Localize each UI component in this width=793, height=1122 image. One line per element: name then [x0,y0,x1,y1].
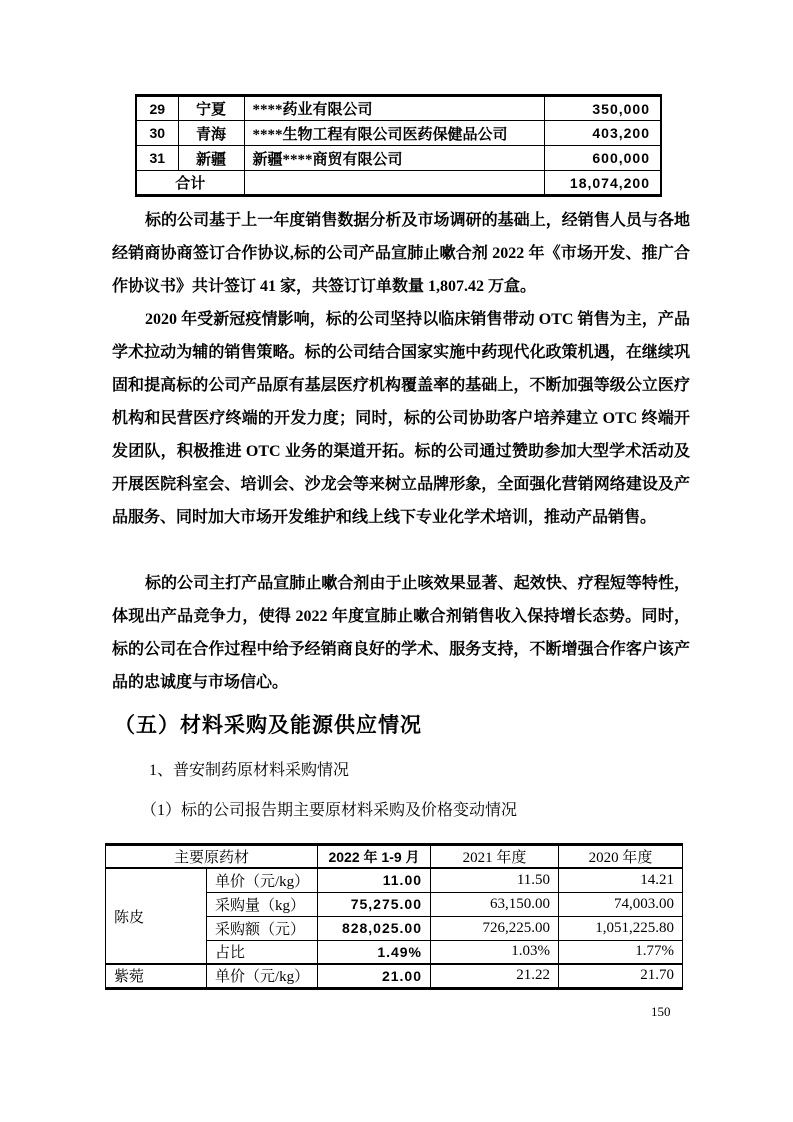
metric-cell: 单价（元/kg） [207,868,318,892]
header-material: 主要原药材 [106,845,318,869]
empty-cell [244,171,544,196]
table-row [136,121,661,146]
materials-header-row [106,845,683,869]
value-2022: 11.00 [318,868,431,892]
value-2022: 828,025.00 [318,916,431,940]
total-row [136,171,661,196]
materials-table [105,843,683,990]
region-cell: 青海 [178,121,244,146]
value-2022: 1.49% [318,940,431,964]
value-2021: 726,225.00 [431,916,559,940]
company-cell: ****生物工程有限公司医药保健品公司 [244,121,544,146]
paragraph-covid-sales-strategy: 2020 年受新冠疫情影响，标的公司坚持以临床销售带动 OTC 销售为主，产品学术拉动为辅的销售策略。标的公司结合国家实施中药现代化政策机遇，在继续巩固和提高标的公司产品原有基层医疗机构覆盖率的基础上，不断加强等级公立医疗机构和民营医疗终端的开发力度；同时，标的公司协助客户培养建立 OTC 终端开发团队，积极推进 OTC 业务的渠道开拓。标的公司通过赞助参加大型学术活动及开展医院科室会、培训会、沙龙会等来树立品牌形象，全面强化营销网络建设及产品服务、同时加大市场开发维护和线上线下专业化学术培训，推动产品销售。 [112,311,690,526]
subsection-heading-1: 1、普安制药原材料采购情况 [149,762,350,779]
paragraph-product-competitiveness: 标的公司主打产品宣肺止嗽合剂由于止咳效果显著、起效快、疗程短等特性，体现出产品竞争力，使得 2022 年度宣肺止嗽合剂销售收入保持增长态势。同时，标的公司在合作过程中给予经销商良好的学术、服务支持，不断增强合作客户该产品的忠诚度与市场信心。 [112,575,690,691]
region-cell: 新疆 [178,146,244,171]
value-2020: 74,003.00 [559,892,683,916]
metric-cell: 采购额（元） [207,916,318,940]
row-number: 29 [136,96,178,121]
metric-cell: 单价（元/kg） [207,964,318,988]
distributor-table [135,94,662,197]
value-2022: 21.00 [318,964,431,988]
amount-cell: 600,000 [544,146,661,171]
row-number: 31 [136,146,178,171]
value-2021: 11.50 [431,868,559,892]
material-name-cell: 紫菀 [106,964,207,988]
subsection-heading-2: （1）标的公司报告期主要原材料采购及价格变动情况 [141,802,518,819]
amount-cell: 403,200 [544,121,661,146]
table-row [136,146,661,171]
header-2021: 2021 年度 [431,845,559,869]
metric-cell: 采购量（kg） [207,892,318,916]
material-name-cell: 陈皮 [106,868,207,964]
value-2021: 21.22 [431,964,559,988]
value-2021: 1.03% [431,940,559,964]
company-cell: ****药业有限公司 [244,96,544,121]
region-cell: 宁夏 [178,96,244,121]
header-2020: 2020 年度 [559,845,683,869]
total-amount: 18,074,200 [544,171,661,196]
value-2020: 14.21 [559,868,683,892]
amount-cell: 350,000 [544,96,661,121]
value-2021: 63,150.00 [431,892,559,916]
value-2020: 21.70 [559,964,683,988]
paragraph-signing-agreements: 标的公司基于上一年度销售数据分析及市场调研的基础上，经销售人员与各地经销商协商签订合作协议,标的公司产品宣肺止嗽合剂 2022 年《市场开发、推广合作协议书》共计签订 41 家，共签订订单数量 1,807.42 万盒。 [112,212,690,295]
value-2020: 1,051,225.80 [559,916,683,940]
company-cell: 新疆****商贸有限公司 [244,146,544,171]
header-2022: 2022 年 1-9 月 [318,845,431,869]
section-heading: （五）材料采购及能源供应情况 [114,714,422,737]
row-number: 30 [136,121,178,146]
table-row [106,964,683,988]
page-number: 150 [651,1004,671,1019]
table-row [106,868,683,892]
value-2020: 1.77% [559,940,683,964]
table-row [136,96,661,121]
metric-cell: 占比 [207,940,318,964]
value-2022: 75,275.00 [318,892,431,916]
total-label: 合计 [136,171,244,196]
